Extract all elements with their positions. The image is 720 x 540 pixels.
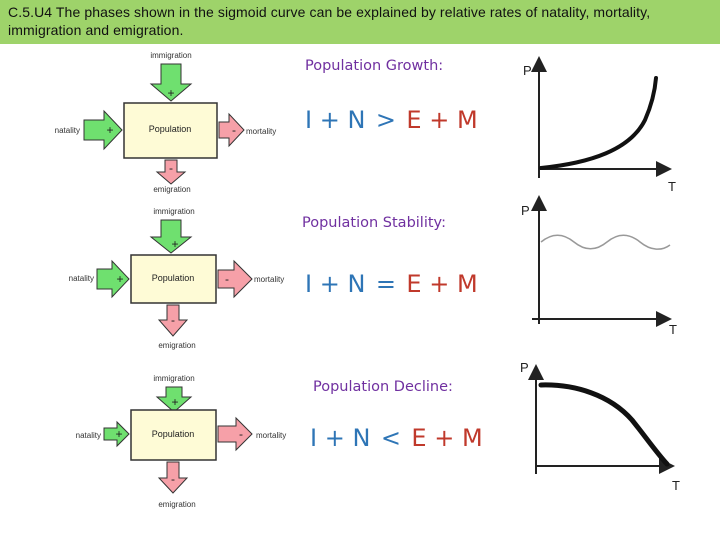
mortality-label: mortality: [254, 275, 285, 284]
growth-curve: [541, 78, 656, 168]
emigration-sign: -: [171, 313, 175, 327]
section-title: Population Growth:: [305, 58, 444, 74]
equation: [310, 424, 483, 452]
immigration-label: immigration: [153, 207, 195, 216]
population-label: Population: [151, 273, 195, 283]
equation-operator: =: [375, 270, 396, 298]
equation-right: E + M: [406, 106, 478, 134]
phases-figure: [0, 44, 720, 540]
panel-growth: [55, 51, 676, 194]
population-label: Population: [151, 429, 195, 439]
x-axis-label: T: [668, 179, 676, 194]
immigration-sign: +: [171, 395, 179, 409]
natality-sign: +: [106, 123, 114, 137]
x-axis-label: T: [669, 322, 677, 337]
panel-stability: [69, 203, 677, 350]
mortality-sign: -: [232, 123, 236, 137]
emigration-label: emigration: [153, 185, 191, 194]
section-title: Population Stability:: [302, 215, 446, 231]
panel-decline: [76, 360, 680, 509]
natality-sign: +: [115, 427, 123, 441]
mortality-sign: -: [239, 427, 243, 441]
slide-title: C.5.U4 The phases shown in the sigmoid curve can be explained by relative rates of natality, mortality, immigration and emigration.: [8, 4, 651, 38]
natality-arrow: [97, 261, 129, 297]
equation: [305, 270, 478, 298]
mortality-arrow: [218, 418, 252, 450]
slide-header: [0, 0, 720, 44]
emigration-label: emigration: [158, 500, 196, 509]
natality-label: natality: [75, 431, 101, 440]
mortality-arrow: [218, 261, 252, 297]
emigration-label: emigration: [158, 341, 196, 350]
decline-curve: [541, 385, 667, 464]
natality-arrow: [84, 111, 122, 149]
y-axis-label: P: [521, 203, 530, 218]
y-axis-label: P: [523, 63, 532, 78]
equation-operator: >: [375, 106, 396, 134]
natality-label: natality: [54, 126, 80, 135]
mortality-label: mortality: [256, 431, 287, 440]
population-label: Population: [148, 124, 192, 134]
emigration-sign: -: [169, 161, 173, 175]
natality-sign: +: [116, 272, 124, 286]
immigration-sign: +: [171, 237, 179, 251]
y-axis-label: P: [520, 360, 529, 375]
immigration-label: immigration: [153, 374, 195, 383]
immigration-label: immigration: [150, 51, 192, 60]
stability-curve: [541, 235, 670, 249]
equation-left: I + N: [305, 106, 366, 134]
natality-label: natality: [68, 274, 94, 283]
x-axis-label: T: [672, 478, 680, 493]
mortality-sign: -: [225, 272, 229, 286]
immigration-sign: +: [167, 86, 175, 100]
equation: [305, 106, 478, 134]
equation-right: E + M: [406, 270, 478, 298]
equation-left: I + N: [310, 424, 371, 452]
equation-operator: <: [380, 424, 401, 452]
section-title: Population Decline:: [313, 379, 453, 395]
equation-right: E + M: [411, 424, 483, 452]
equation-left: I + N: [305, 270, 366, 298]
emigration-sign: -: [171, 472, 175, 486]
mortality-label: mortality: [246, 127, 277, 136]
